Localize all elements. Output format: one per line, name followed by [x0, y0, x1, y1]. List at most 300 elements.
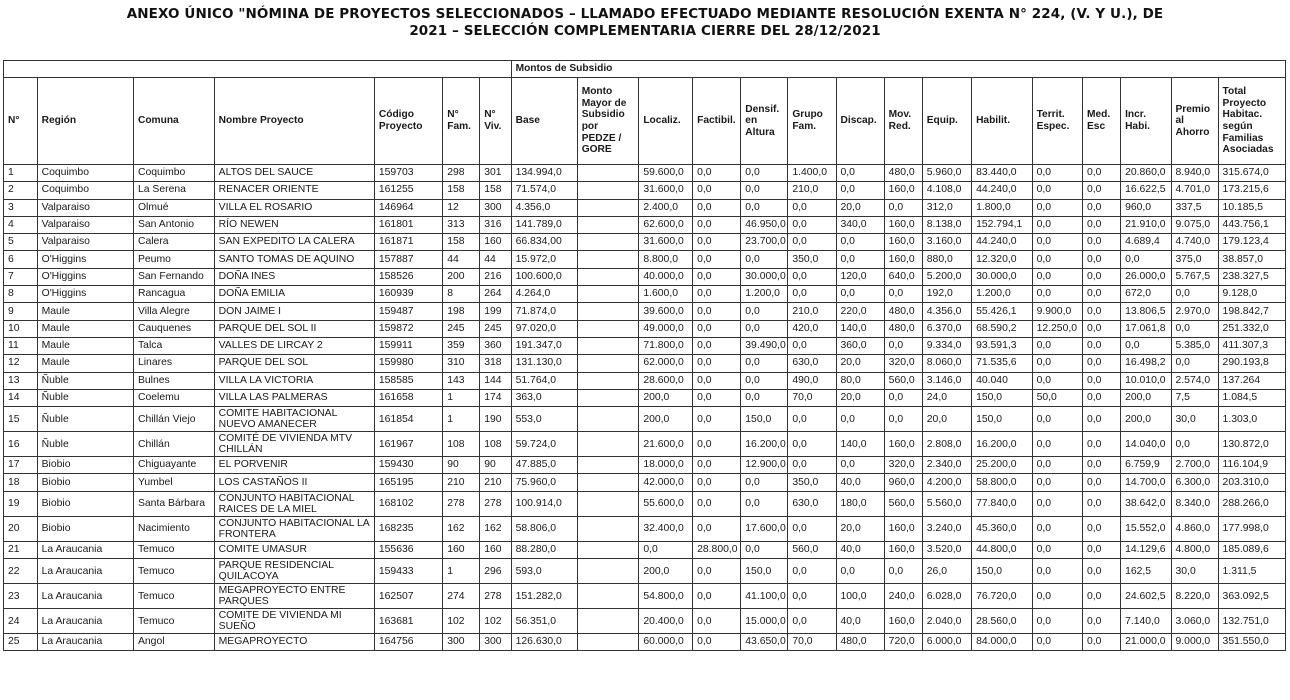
table-cell: 185.089,6 — [1218, 541, 1285, 558]
table-cell: 140,0 — [836, 432, 884, 457]
table-cell: 0,0 — [1082, 407, 1120, 432]
table-cell: 137.264 — [1218, 372, 1285, 389]
table-cell: 0,0 — [741, 182, 788, 199]
table-cell: 14.700,0 — [1121, 474, 1171, 491]
table-cell: VILLA LA VICTORIA — [214, 372, 374, 389]
table-cell: 318 — [480, 355, 511, 372]
table-cell: 210 — [443, 474, 480, 491]
table-cell: 2.400,0 — [639, 199, 693, 216]
table-cell: 0,0 — [788, 584, 836, 609]
table-cell: Temuco — [133, 584, 214, 609]
table-cell: 0,0 — [1032, 372, 1082, 389]
table-cell: 0,0 — [788, 609, 836, 634]
table-cell: 24 — [4, 609, 38, 634]
table-cell: O'Higgins — [37, 286, 133, 303]
table-cell: 161967 — [374, 432, 442, 457]
table-cell: 0,0 — [693, 355, 741, 372]
table-cell: 44 — [443, 251, 480, 268]
table-cell: 55.600,0 — [639, 491, 693, 516]
table-cell: 0,0 — [693, 372, 741, 389]
table-cell: 180,0 — [836, 491, 884, 516]
table-cell: Yumbel — [133, 474, 214, 491]
table-cell: 108 — [480, 432, 511, 457]
table-cell: 31.600,0 — [639, 234, 693, 251]
table-cell: 0,0 — [1032, 355, 1082, 372]
table-cell: 10 — [4, 320, 38, 337]
table-cell: 0,0 — [1121, 251, 1171, 268]
table-cell: 161871 — [374, 234, 442, 251]
table-cell: 0,0 — [693, 320, 741, 337]
table-cell: 8.340,0 — [1171, 491, 1218, 516]
table-cell: 190 — [480, 407, 511, 432]
table-cell: 20.400,0 — [639, 609, 693, 634]
table-cell: Rancagua — [133, 286, 214, 303]
table-cell: 126.630,0 — [511, 634, 577, 651]
table-cell: O'Higgins — [37, 268, 133, 285]
table-cell: 161658 — [374, 389, 442, 406]
table-row — [4, 559, 1286, 584]
table-cell: 480,0 — [836, 634, 884, 651]
table-cell: 12.900,0 — [741, 457, 788, 474]
group-header-montos: Montos de Subsidio — [511, 61, 1285, 78]
table-cell: 0,0 — [693, 234, 741, 251]
table-cell: La Araucania — [37, 541, 133, 558]
table-cell: MEGAPROYECTO — [214, 634, 374, 651]
table-cell: 24,0 — [922, 389, 971, 406]
table-cell: Valparaiso — [37, 234, 133, 251]
table-row — [4, 541, 1286, 558]
table-cell: 17.600,0 — [741, 516, 788, 541]
table-cell: 41.100,0 — [741, 584, 788, 609]
table-cell: 18 — [4, 474, 38, 491]
table-cell: 0,0 — [1082, 182, 1120, 199]
table-cell: 0,0 — [1171, 355, 1218, 372]
table-cell: 30.000,0 — [972, 268, 1033, 285]
table-cell: 0,0 — [884, 337, 922, 354]
table-row — [4, 491, 1286, 516]
table-cell: 168102 — [374, 491, 442, 516]
table-cell: 71.800,0 — [639, 337, 693, 354]
table-cell: 310 — [443, 355, 480, 372]
table-cell: 0,0 — [1171, 320, 1218, 337]
table-cell: 0,0 — [693, 199, 741, 216]
table-cell: 7 — [4, 268, 38, 285]
table-cell: 363,0 — [511, 389, 577, 406]
table-cell: Temuco — [133, 559, 214, 584]
table-cell: 0,0 — [788, 516, 836, 541]
table-cell: 0,0 — [788, 216, 836, 233]
table-cell: 158 — [443, 182, 480, 199]
table-cell: 593,0 — [511, 559, 577, 584]
table-cell: 0,0 — [836, 234, 884, 251]
table-cell: 5 — [4, 234, 38, 251]
table-cell: 40,0 — [836, 609, 884, 634]
table-cell: 70,0 — [788, 389, 836, 406]
table-cell: 1 — [443, 559, 480, 584]
table-cell: 59.724,0 — [511, 432, 577, 457]
table-cell: 40,0 — [836, 474, 884, 491]
table-row — [4, 216, 1286, 233]
table-cell: 21.910,0 — [1121, 216, 1171, 233]
column-header: Comuna — [133, 78, 214, 165]
table-cell: 0,0 — [1171, 286, 1218, 303]
table-cell: 0,0 — [693, 303, 741, 320]
table-cell: 298 — [443, 165, 480, 182]
table-cell: 12 — [443, 199, 480, 216]
table-cell: CONJUNTO HABITACIONAL LA FRONTERA — [214, 516, 374, 541]
table-cell: 0,0 — [1032, 609, 1082, 634]
table-cell: 8.800,0 — [639, 251, 693, 268]
table-cell: 71.535,6 — [972, 355, 1033, 372]
table-cell: 150,0 — [741, 559, 788, 584]
table-cell: 42.000,0 — [639, 474, 693, 491]
table-cell: 0,0 — [1032, 541, 1082, 558]
table-cell: 238.327,5 — [1218, 268, 1285, 285]
table-cell — [577, 432, 639, 457]
table-cell: 0,0 — [1082, 516, 1120, 541]
table-cell: 75.960,0 — [511, 474, 577, 491]
column-header: Habilit. — [972, 78, 1033, 165]
table-cell: 43.650,0 — [741, 634, 788, 651]
table-cell: SANTO TOMAS DE AQUINO — [214, 251, 374, 268]
table-cell: 8 — [443, 286, 480, 303]
table-cell: 360,0 — [836, 337, 884, 354]
table-cell: 203.310,0 — [1218, 474, 1285, 491]
table-cell: 0,0 — [788, 432, 836, 457]
table-cell: 0,0 — [1082, 634, 1120, 651]
table-cell: 164756 — [374, 634, 442, 651]
table-cell: 120,0 — [836, 268, 884, 285]
table-cell: 5.960,0 — [922, 165, 971, 182]
table-cell: 6.028,0 — [922, 584, 971, 609]
table-cell: 62.600,0 — [639, 216, 693, 233]
table-cell: MEGAPROYECTO ENTRE PARQUES — [214, 584, 374, 609]
table-cell — [577, 457, 639, 474]
table-cell — [577, 268, 639, 285]
table-cell: 165195 — [374, 474, 442, 491]
table-cell: 9.128,0 — [1218, 286, 1285, 303]
table-cell: Temuco — [133, 609, 214, 634]
table-cell: 163681 — [374, 609, 442, 634]
table-cell: La Araucania — [37, 559, 133, 584]
table-cell: 13 — [4, 372, 38, 389]
table-cell: 359 — [443, 337, 480, 354]
table-cell: 7.140,0 — [1121, 609, 1171, 634]
table-cell: 640,0 — [884, 268, 922, 285]
table-cell: 0,0 — [1082, 199, 1120, 216]
table-cell: Biobio — [37, 491, 133, 516]
table-cell: 240,0 — [884, 584, 922, 609]
table-cell: 2.970,0 — [1171, 303, 1218, 320]
table-cell: 10.185,5 — [1218, 199, 1285, 216]
table-cell: 40.000,0 — [639, 268, 693, 285]
table-cell: 157887 — [374, 251, 442, 268]
table-cell: 38.857,0 — [1218, 251, 1285, 268]
table-cell: 0,0 — [1032, 199, 1082, 216]
table-cell: 0,0 — [1032, 268, 1082, 285]
column-header: Región — [37, 78, 133, 165]
title-line-1: ANEXO ÚNICO "NÓMINA DE PROYECTOS SELECCIONADOS – LLAMADO EFECTUADO MEDIANTE RESOLUCIÓN EXENTA N° 224, (V. Y U.), DE — [126, 6, 1164, 22]
table-cell: 0,0 — [1082, 337, 1120, 354]
column-header: Equip. — [922, 78, 971, 165]
table-cell: 132.751,0 — [1218, 609, 1285, 634]
table-cell: 5.200,0 — [922, 268, 971, 285]
table-cell: 0,0 — [693, 286, 741, 303]
table-cell: 320,0 — [884, 457, 922, 474]
table-cell: 300 — [480, 634, 511, 651]
table-cell: 0,0 — [1032, 491, 1082, 516]
column-header: N° Fam. — [443, 78, 480, 165]
table-cell: 159703 — [374, 165, 442, 182]
table-cell: Ñuble — [37, 372, 133, 389]
table-cell: 0,0 — [693, 432, 741, 457]
table-cell: 0,0 — [1032, 634, 1082, 651]
table-cell: 8.220,0 — [1171, 584, 1218, 609]
table-row — [4, 251, 1286, 268]
table-cell: 0,0 — [693, 407, 741, 432]
column-header: Total Proyecto Habitac. según Familias Asociadas — [1218, 78, 1285, 165]
table-cell: 1.800,0 — [972, 199, 1033, 216]
table-row — [4, 432, 1286, 457]
table-cell: 200,0 — [639, 389, 693, 406]
table-cell: 443.756,1 — [1218, 216, 1285, 233]
table-cell: 20,0 — [836, 199, 884, 216]
table-cell: 59.600,0 — [639, 165, 693, 182]
table-cell: 158 — [480, 182, 511, 199]
table-cell: Bulnes — [133, 372, 214, 389]
table-cell: 12.250,0 — [1032, 320, 1082, 337]
table-cell: 0,0 — [741, 251, 788, 268]
table-cell: 23.700,0 — [741, 234, 788, 251]
table-cell: 480,0 — [884, 165, 922, 182]
table-cell: 9 — [4, 303, 38, 320]
table-cell: 296 — [480, 559, 511, 584]
column-header: N° — [4, 78, 38, 165]
table-cell: Chiguayante — [133, 457, 214, 474]
table-cell: 159487 — [374, 303, 442, 320]
table-cell: 0,0 — [1082, 286, 1120, 303]
table-cell: 0,0 — [1032, 432, 1082, 457]
table-cell: 77.840,0 — [972, 491, 1033, 516]
table-cell: 46.950,0 — [741, 216, 788, 233]
table-cell: Peumo — [133, 251, 214, 268]
table-cell: 54.800,0 — [639, 584, 693, 609]
table-cell: 4.860,0 — [1171, 516, 1218, 541]
table-cell: 9.000,0 — [1171, 634, 1218, 651]
table-cell: 134.994,0 — [511, 165, 577, 182]
table-cell: 0,0 — [1082, 389, 1120, 406]
table-cell: 1 — [443, 389, 480, 406]
table-cell: 62.000,0 — [639, 355, 693, 372]
table-cell: 160,0 — [884, 182, 922, 199]
table-cell: 15.552,0 — [1121, 516, 1171, 541]
table-cell: 0,0 — [884, 286, 922, 303]
table-cell: 144 — [480, 372, 511, 389]
table-cell: 0,0 — [1171, 432, 1218, 457]
table-cell: RENACER ORIENTE — [214, 182, 374, 199]
table-cell: 100.600,0 — [511, 268, 577, 285]
table-cell: 20,0 — [836, 389, 884, 406]
table-cell: 150,0 — [972, 389, 1033, 406]
table-cell — [577, 474, 639, 491]
table-cell: COMITÉ DE VIVIENDA MTV CHILLÁN — [214, 432, 374, 457]
table-cell: 90 — [480, 457, 511, 474]
table-cell: 0,0 — [693, 559, 741, 584]
table-cell — [577, 234, 639, 251]
table-cell: 960,0 — [884, 474, 922, 491]
table-cell: 155636 — [374, 541, 442, 558]
table-cell: 0,0 — [788, 199, 836, 216]
table-cell: 0,0 — [741, 541, 788, 558]
table-cell: 25.200,0 — [972, 457, 1033, 474]
table-cell: 11 — [4, 337, 38, 354]
table-row — [4, 268, 1286, 285]
table-cell: 560,0 — [788, 541, 836, 558]
table-cell: 18.000,0 — [639, 457, 693, 474]
table-cell: Coelemu — [133, 389, 214, 406]
table-cell: PARQUE DEL SOL II — [214, 320, 374, 337]
table-cell: 24.602,5 — [1121, 584, 1171, 609]
table-cell: 1.303,0 — [1218, 407, 1285, 432]
table-cell: Valparaiso — [37, 199, 133, 216]
table-cell: 210 — [480, 474, 511, 491]
column-header: N° Viv. — [480, 78, 511, 165]
table-cell: 0,0 — [788, 407, 836, 432]
table-cell: 55.426,1 — [972, 303, 1033, 320]
column-header: Med. Esc — [1082, 78, 1120, 165]
table-cell: 150,0 — [972, 407, 1033, 432]
table-cell: 278 — [480, 491, 511, 516]
table-cell — [577, 165, 639, 182]
table-row — [4, 584, 1286, 609]
table-cell: 20,0 — [836, 355, 884, 372]
table-cell: 210,0 — [788, 182, 836, 199]
table-cell: 47.885,0 — [511, 457, 577, 474]
table-cell: DON JAIME I — [214, 303, 374, 320]
table-cell: 21 — [4, 541, 38, 558]
table-cell: 14.040,0 — [1121, 432, 1171, 457]
table-cell: 174 — [480, 389, 511, 406]
table-cell: 0,0 — [836, 251, 884, 268]
table-cell: 6.300,0 — [1171, 474, 1218, 491]
title-line-2: 2021 – SELECCIÓN COMPLEMENTARIA CIERRE DEL 28/12/2021 — [409, 23, 881, 39]
table-cell: 0,0 — [836, 286, 884, 303]
table-row — [4, 609, 1286, 634]
table-cell: 0,0 — [693, 268, 741, 285]
table-cell: 6.370,0 — [922, 320, 971, 337]
table-cell: 0,0 — [1032, 407, 1082, 432]
table-row — [4, 286, 1286, 303]
table-cell: 80,0 — [836, 372, 884, 389]
column-header: Código Proyecto — [374, 78, 442, 165]
table-cell: 0,0 — [693, 165, 741, 182]
table-cell: 12 — [4, 355, 38, 372]
table-cell: 20 — [4, 516, 38, 541]
table-cell: 16 — [4, 432, 38, 457]
table-cell: 0,0 — [1082, 251, 1120, 268]
table-cell: Angol — [133, 634, 214, 651]
table-cell: COMITE UMASUR — [214, 541, 374, 558]
column-header: Discap. — [836, 78, 884, 165]
column-header: Mov. Red. — [884, 78, 922, 165]
table-cell: 4.800,0 — [1171, 541, 1218, 558]
table-cell: 97.020,0 — [511, 320, 577, 337]
table-cell: 150,0 — [972, 559, 1033, 584]
table-cell: 0,0 — [1032, 165, 1082, 182]
table-cell: 151.282,0 — [511, 584, 577, 609]
table-cell: 2.340,0 — [922, 457, 971, 474]
table-cell: 200,0 — [639, 407, 693, 432]
table-cell: 71.574,0 — [511, 182, 577, 199]
table-body — [4, 165, 1286, 651]
table-cell: 0,0 — [1082, 216, 1120, 233]
table-cell: Coquimbo — [37, 182, 133, 199]
table-cell — [577, 251, 639, 268]
table-cell: RÍO NEWEN — [214, 216, 374, 233]
table-cell: 245 — [443, 320, 480, 337]
table-cell: 1 — [443, 407, 480, 432]
table-cell: 340,0 — [836, 216, 884, 233]
table-cell: Linares — [133, 355, 214, 372]
table-cell: 4.740,0 — [1171, 234, 1218, 251]
table-cell: VILLA EL ROSARIO — [214, 199, 374, 216]
table-cell: 162 — [480, 516, 511, 541]
table-cell: 39.490,0 — [741, 337, 788, 354]
table-cell: 0,0 — [693, 251, 741, 268]
table-cell: 39.600,0 — [639, 303, 693, 320]
table-cell: 880,0 — [922, 251, 971, 268]
table-cell: 3.060,0 — [1171, 609, 1218, 634]
table-cell: 337,5 — [1171, 199, 1218, 216]
table-cell: 0,0 — [693, 609, 741, 634]
table-cell: San Antonio — [133, 216, 214, 233]
table-cell: 83.440,0 — [972, 165, 1033, 182]
table-cell: CONJUNTO HABITACIONAL RAICES DE LA MIEL — [214, 491, 374, 516]
table-cell: 15.972,0 — [511, 251, 577, 268]
table-cell: 0,0 — [836, 182, 884, 199]
table-cell: 3.520,0 — [922, 541, 971, 558]
table-cell: 0,0 — [639, 541, 693, 558]
table-cell: 131.130,0 — [511, 355, 577, 372]
table-cell: 26.000,0 — [1121, 268, 1171, 285]
table-cell: 14 — [4, 389, 38, 406]
table-cell: 90 — [443, 457, 480, 474]
table-cell: 6.000,0 — [922, 634, 971, 651]
table-cell: 0,0 — [788, 337, 836, 354]
column-header: Densif. en Altura — [741, 78, 788, 165]
document-title — [0, 6, 1290, 40]
table-cell: 0,0 — [1032, 457, 1082, 474]
table-cell: 0,0 — [1032, 559, 1082, 584]
table-cell: 0,0 — [741, 320, 788, 337]
table-cell: Maule — [37, 303, 133, 320]
table-cell: LOS CASTAÑOS II — [214, 474, 374, 491]
table-cell: La Serena — [133, 182, 214, 199]
table-cell: Ñuble — [37, 389, 133, 406]
table-cell: 1.311,5 — [1218, 559, 1285, 584]
table-cell — [577, 182, 639, 199]
table-cell: 30,0 — [1171, 559, 1218, 584]
table-cell: 4 — [4, 216, 38, 233]
table-cell: 216 — [480, 268, 511, 285]
table-cell: 1.400,0 — [788, 165, 836, 182]
table-cell: 0,0 — [693, 584, 741, 609]
table-cell: 152.794,1 — [972, 216, 1033, 233]
table-cell: 160,0 — [884, 251, 922, 268]
table-cell — [577, 407, 639, 432]
table-cell: 44.240,0 — [972, 182, 1033, 199]
table-cell: 0,0 — [1121, 337, 1171, 354]
